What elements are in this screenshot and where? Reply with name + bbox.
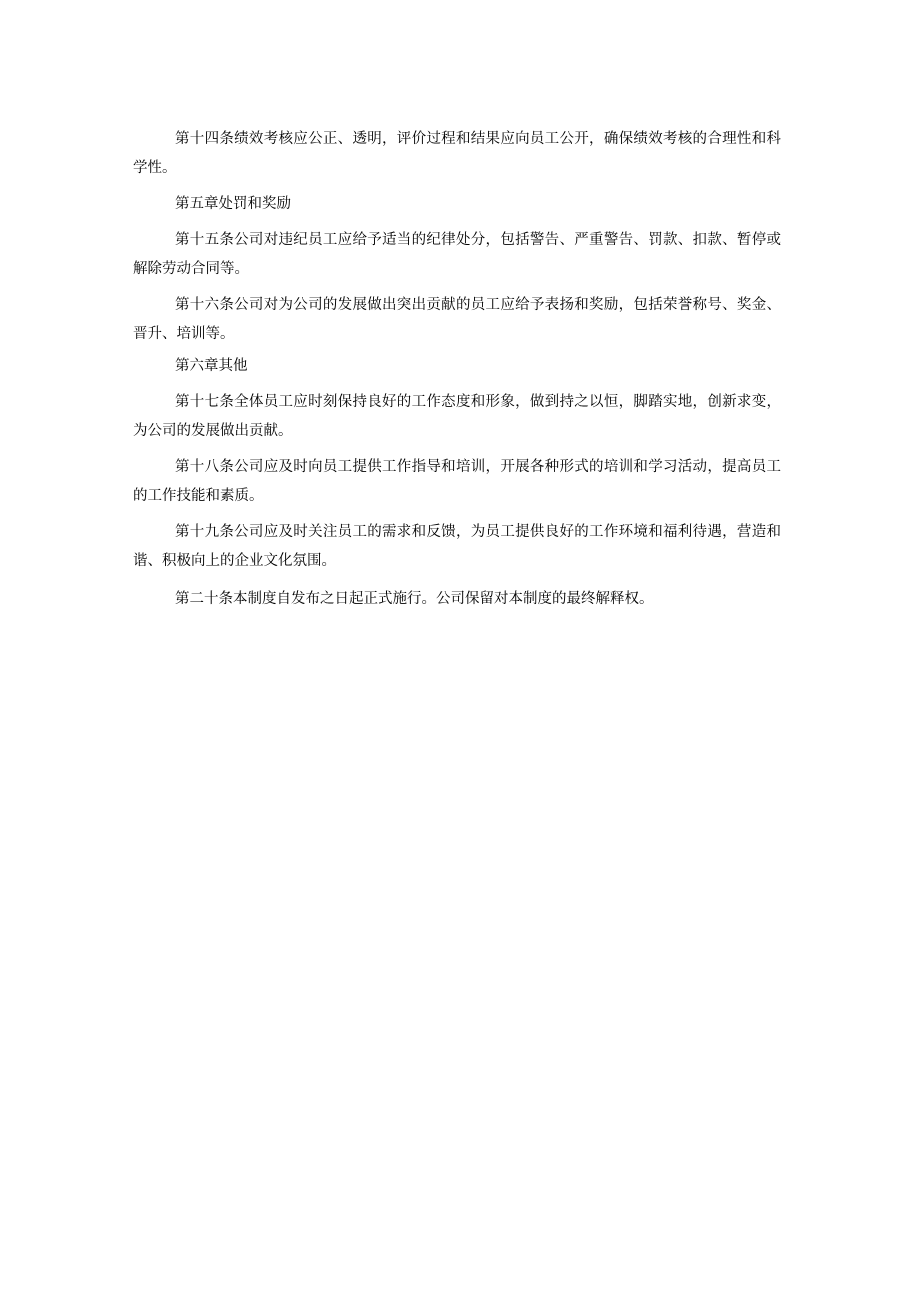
chapter-5-heading: 第五章处罚和奖励 xyxy=(175,196,291,212)
chapter-6-heading: 第六章其他 xyxy=(175,358,248,374)
article-19-paragraph: 第十九条公司应及时关注员工的需求和反馈，为员工提供良好的工作环境和福利待遇，营造和谐、积极向上的企业文化氛围。 xyxy=(133,524,781,569)
article-15-paragraph: 第十五条公司对违纪员工应给予适当的纪律处分，包括警告、严重警告、罚款、扣款、暂停或解除劳动合同等。 xyxy=(133,232,781,277)
document-body xyxy=(133,125,781,614)
article-20-paragraph: 第二十条本制度自发布之日起正式施行。公司保留对本制度的最终解释权。 xyxy=(175,591,654,607)
article-18-paragraph: 第十八条公司应及时向员工提供工作指导和培训，开展各种形式的培训和学习活动，提高员工的工作技能和素质。 xyxy=(133,459,781,504)
article-16-paragraph: 第十六条公司对为公司的发展做出突出贡献的员工应给予表扬和奖励，包括荣誉称号、奖金、晋升、培训等。 xyxy=(133,297,781,342)
article-14-paragraph: 第十四条绩效考核应公正、透明，评价过程和结果应向员工公开，确保绩效考核的合理性和科学性。 xyxy=(133,131,781,176)
article-17-paragraph: 第十七条全体员工应时刻保持良好的工作态度和形象，做到持之以恒，脚踏实地，创新求变，为公司的发展做出贡献。 xyxy=(133,394,781,439)
